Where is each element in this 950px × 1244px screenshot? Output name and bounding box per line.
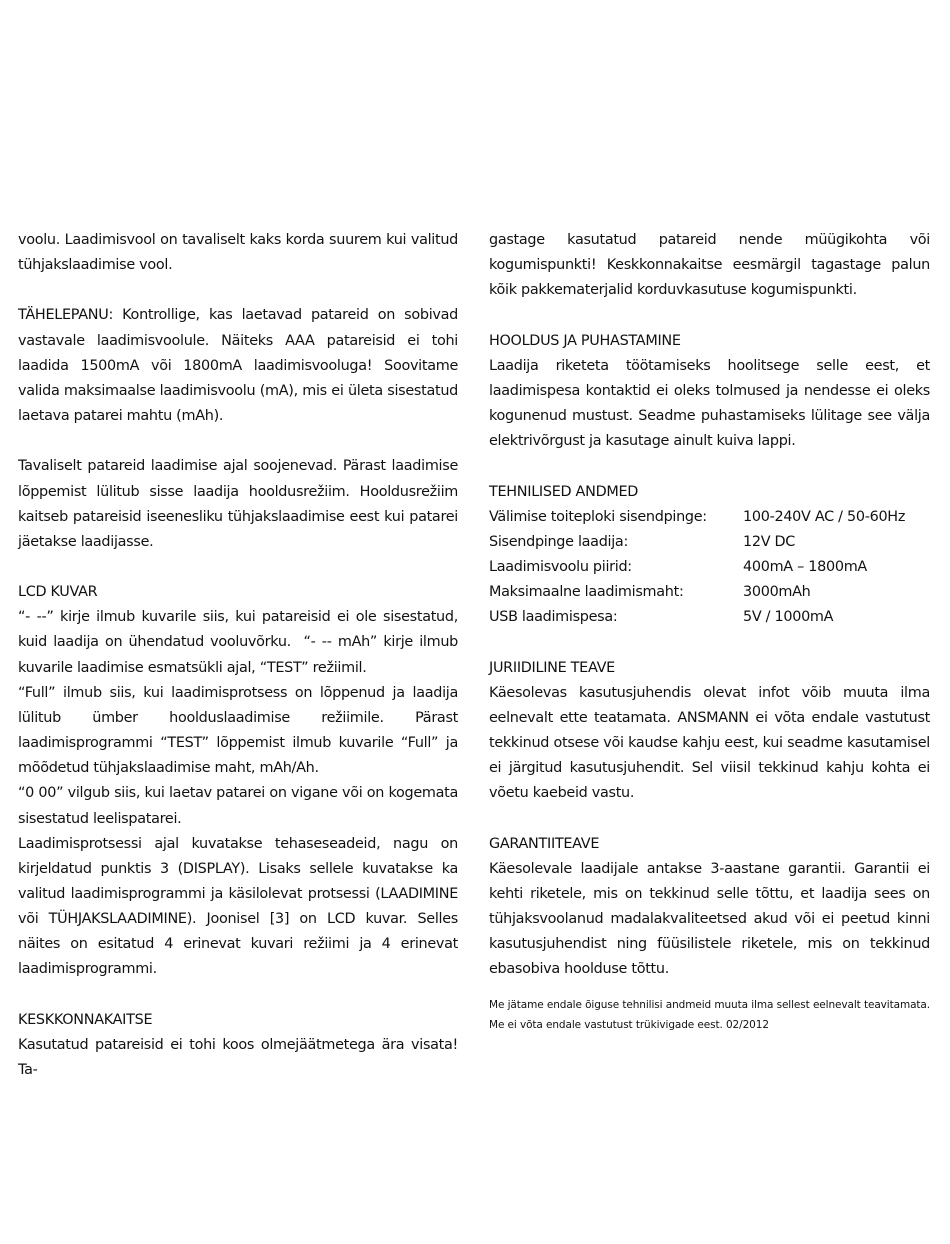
spec-label: Välimise toiteploki sisendpinge: [489, 508, 707, 525]
spec-value: 5V / 1000mA [743, 609, 834, 626]
spec-value: 400mA – 1800mA [743, 559, 867, 575]
heading-care-cleaning: HOOLDUS JA PUHASTAMINE [489, 332, 681, 349]
spec-label: USB laadimispesa: [489, 609, 618, 626]
spec-row [489, 605, 930, 630]
spec-value: 3000mAh [743, 584, 811, 601]
paragraph-environment-part1: Kasutatud patareisid ei tohi koos olmejäätmetega ära visata! Ta- [18, 1036, 458, 1079]
spacer [18, 278, 458, 303]
heading-lcd-display: LCD KUVAR [18, 584, 98, 601]
paragraph-lcd-faulty: “0 00” vilgub siis, kui laetav patarei on vigane või on kogemata sisestatud leelispatarei. [18, 785, 458, 827]
heading-environment: KESKKONNAKAITSE [18, 1011, 153, 1028]
paragraph-battery-heating: Tavaliselt patareid laadimise ajal soojenevad. Pärast laadimise lõppemist lülitub sisse laadija hooldusrežiim. Hooldusrežiim kaitseb patareisid iseenesliku tühjakslaadimise eest kui patarei jäetakse laadijasse. [18, 458, 458, 550]
spacer [489, 303, 930, 328]
heading-legal-info: JURIIDILINE TEAVE [489, 659, 615, 676]
right-column [489, 228, 930, 1036]
spacer [489, 454, 930, 479]
spec-row [489, 505, 930, 530]
paragraph-lcd-no-battery: “- --” kirje ilmub kuvarile siis, kui patareisid ei ole sisestatud, kuid laadija on ühendatud vooluvõrku. “- -- mAh” kirje ilmub kuvarile laadimise esmatsükli ajal, “TEST” režiimil. [18, 609, 463, 676]
spec-label: Laadimisvoolu piirid: [489, 559, 632, 575]
spec-row [489, 580, 930, 605]
spacer [489, 807, 930, 832]
spec-row [489, 530, 930, 555]
left-column [18, 228, 463, 1083]
spacer [18, 429, 458, 454]
heading-warranty: GARANTIITEAVE [489, 835, 600, 852]
spec-value: 100-240V AC / 50-60Hz [743, 508, 906, 525]
spacer [489, 630, 930, 655]
heading-technical-data: TEHNILISED ANDMED [489, 483, 639, 500]
paragraph-warranty: Käesolevale laadijale antakse 3-aastane garantii. Garantii ei kehti riketele, mis on tekkinud selle tõttu, et laadija sees on tühjaksvoolanud madalakvaliteetsed akud või ei peetud kinni kasutusjuhendist ning füüsilistele riketele, mis on tekkinud ebasobiva hoolduse tõttu. [489, 860, 930, 978]
paragraph-attention: TÄHELEPANU: Kontrollige, kas laetavad patareid on sobivad vastavale laadimisvoolule. Näiteks AAA patareisid ei tohi laadida 1500mA või 1800mA laadimisvooluga! Soovitame valida maksimaalse laadimisvoolu (mA), mis ei ületa sisestatud laetava patarei mahtu (mAh). [18, 307, 458, 425]
paragraph-lcd-settings: Laadimisprotsessi ajal kuvatakse tehaseseadeid, nagu on kirjeldatud punktis 3 (DISPLAY). Lisaks sellele kuvatakse ka valitud laadimisprogrammi ja käsilolevat protsessi (LAADIMINE või TÜHJAKSLAADIMINE). Joonisel [3] on LCD kuvar. Selles näites on esitatud 4 erinevat kuvari režiimi ja 4 erinevat laadimisprogrammi. [18, 835, 458, 978]
paragraph-lcd-full: “Full” ilmub siis, kui laadimisprotsess on lõppenud ja laadija lülitub ümber hoolduslaadimise režiimile. Pärast laadimisprogrammi “TEST” lõppemist ilmub kuvarile “Full” ja mõõdetud tühjakslaadimise maht, mAh/Ah. [18, 684, 458, 777]
paragraph-environment-part2: gastage kasutatud patareid nende müügikohta või kogumispunkti! Keskkonnakaitse eesmärgil tagastage palun kõik pakkematerjalid korduvkasutuse kogumispunkti. [489, 232, 930, 299]
footer-note: Me jätame endale õiguse tehnilisi andmeid muuta ilma sellest eelnevalt teavitamata. Me ei võta endale vastutust trükivigade eest. 02/2012 [489, 998, 930, 1032]
spec-label: Sisendpinge laadija: [489, 533, 628, 550]
spec-row [489, 555, 930, 580]
paragraph-care-cleaning: Laadija riketeta töötamiseks hoolitsege selle eest, et laadimispesa kontaktid ei oleks tolmused ja nendesse ei oleks kogunenud mustust. Seadme puhastamiseks lülitage see välja elektrivõrgust ja kasutage ainult kuiva lappi. [489, 357, 930, 450]
spec-label: Maksimaalne laadimismaht: [489, 584, 684, 601]
spacer [18, 983, 458, 1008]
spec-value: 12V DC [743, 533, 796, 550]
spacer [18, 555, 458, 580]
paragraph-legal-info: Käesolevas kasutusjuhendis olevat infot võib muuta ilma eelnevalt ette teatamata. ANSMANN ei võta endale vastutust tekkinud otsese või kaudse kahju eest, kui seadme kasutamisel ei järgitud kasutusjuhendit. Sel viisil tekkinud kahju kohta ei võetu kaebeid vastu. [489, 684, 930, 802]
technical-data-table [489, 505, 930, 631]
spacer [489, 983, 930, 995]
paragraph-charging-current: voolu. Laadimisvool on tavaliselt kaks korda suurem kui valitud tühjakslaadimise vool. [18, 232, 458, 274]
